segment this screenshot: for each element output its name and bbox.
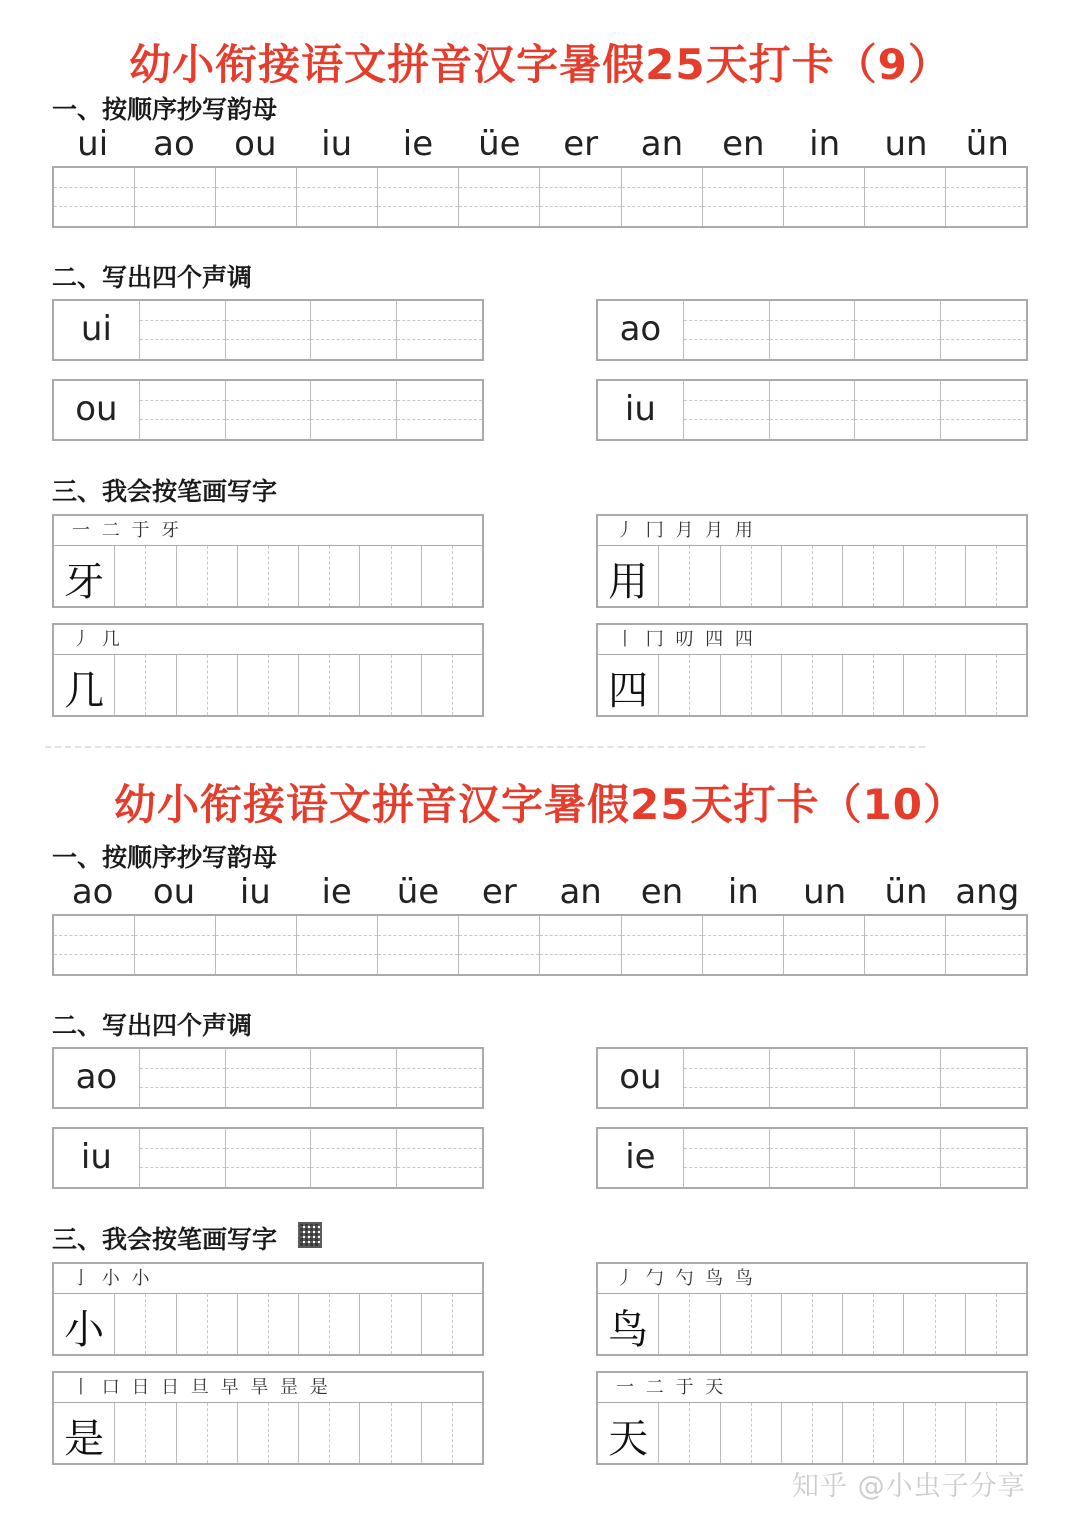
tone-writing-box[interactable] <box>52 299 484 361</box>
model-character: 用 <box>608 559 649 605</box>
tone-writing-box[interactable] <box>596 1127 1028 1189</box>
final-label: ao <box>71 872 114 912</box>
character-practice-block[interactable] <box>52 1262 484 1356</box>
final-label: en <box>722 124 765 164</box>
tone-final-label: ao <box>619 309 662 349</box>
tone-final-label: iu <box>80 1137 112 1177</box>
character-practice-block[interactable] <box>596 514 1028 608</box>
tone-writing-box[interactable] <box>52 379 484 441</box>
final-label: iu <box>321 124 353 164</box>
final-label: üe <box>478 124 521 164</box>
section-tones-label: 二、写出四个声调 <box>52 263 253 292</box>
final-label: in <box>727 872 759 912</box>
section-copy-finals-label: 一、按顺序抄写韵母 <box>52 843 278 872</box>
final-label: er <box>481 872 517 912</box>
final-label: ou <box>234 124 277 164</box>
character-practice-block[interactable] <box>52 514 484 608</box>
tone-final-label: ou <box>75 389 118 429</box>
stroke-order: 亅 小 小 <box>54 1264 482 1294</box>
stroke-order: 丨 冂 叨 四 四 <box>598 625 1026 655</box>
final-label: ang <box>955 872 1020 912</box>
section-stroke-writing-label: 三、我会按笔画写字 <box>52 477 278 506</box>
character-practice-block[interactable] <box>52 1371 484 1465</box>
stroke-order: 一 二 于 天 <box>598 1373 1026 1403</box>
final-label: in <box>809 124 841 164</box>
model-character: 天 <box>608 1416 649 1462</box>
worksheet-title: 幼小衔接语文拼音汉字暑假25天打卡（10） <box>114 780 966 829</box>
stroke-order: 丿 几 <box>54 625 482 655</box>
model-character: 牙 <box>64 559 105 605</box>
stroke-order: 一 二 于 牙 <box>54 516 482 546</box>
model-character: 鸟 <box>608 1307 649 1353</box>
tone-writing-box[interactable] <box>52 1047 484 1109</box>
tone-writing-box[interactable] <box>52 1127 484 1189</box>
section-stroke-writing-label: 三、我会按笔画写字 <box>52 1225 278 1254</box>
final-label: ün <box>884 872 928 912</box>
tone-final-label: ou <box>619 1057 662 1097</box>
final-label: ün <box>965 124 1009 164</box>
finals-writing-grid[interactable] <box>52 166 1028 228</box>
final-label: ao <box>153 124 195 164</box>
final-label: en <box>640 872 684 912</box>
final-label: un <box>884 124 928 164</box>
worksheet-10 <box>0 748 1080 1493</box>
final-label: iu <box>239 872 271 912</box>
model-character: 是 <box>64 1416 105 1462</box>
section-tones-label: 二、写出四个声调 <box>52 1011 253 1040</box>
tone-final-label: iu <box>624 389 656 429</box>
qr-code-icon <box>298 1222 322 1248</box>
tone-writing-box[interactable] <box>596 299 1028 361</box>
final-label: ui <box>77 124 109 164</box>
character-practice-block[interactable] <box>596 1371 1028 1465</box>
tone-final-label: ao <box>75 1057 118 1097</box>
character-practice-block[interactable] <box>596 623 1028 717</box>
final-label: an <box>559 872 602 912</box>
final-label: un <box>803 872 847 912</box>
finals-row <box>52 872 1028 912</box>
finals-row <box>52 124 1028 164</box>
final-label: an <box>640 124 684 164</box>
finals-writing-grid[interactable] <box>52 914 1028 976</box>
worksheet-9 <box>0 0 1080 745</box>
final-label: er <box>563 124 599 164</box>
worksheet-title: 幼小衔接语文拼音汉字暑假25天打卡（9） <box>129 40 951 89</box>
final-label: üe <box>396 872 440 912</box>
final-label: ie <box>402 124 434 164</box>
final-label: ou <box>152 872 196 912</box>
tone-final-label: ui <box>80 309 112 349</box>
model-character: 几 <box>64 668 105 714</box>
final-label: ie <box>321 872 352 912</box>
character-practice-block[interactable] <box>596 1262 1028 1356</box>
tone-writing-box[interactable] <box>596 1047 1028 1109</box>
tone-final-label: ie <box>625 1137 656 1177</box>
stroke-order: 丿 勹 勺 鸟 鸟 <box>598 1264 1026 1294</box>
section-copy-finals-label: 一、按顺序抄写韵母 <box>52 95 278 124</box>
character-practice-block[interactable] <box>52 623 484 717</box>
model-character: 四 <box>608 668 649 714</box>
watermark: 知乎 @小虫子分享 <box>792 1471 1026 1502</box>
stroke-order: 丨 口 日 日 旦 早 旱 昰 是 <box>54 1373 482 1403</box>
tone-writing-box[interactable] <box>596 379 1028 441</box>
stroke-order: 丿 冂 月 月 用 <box>598 516 1026 546</box>
model-character: 小 <box>64 1307 105 1353</box>
